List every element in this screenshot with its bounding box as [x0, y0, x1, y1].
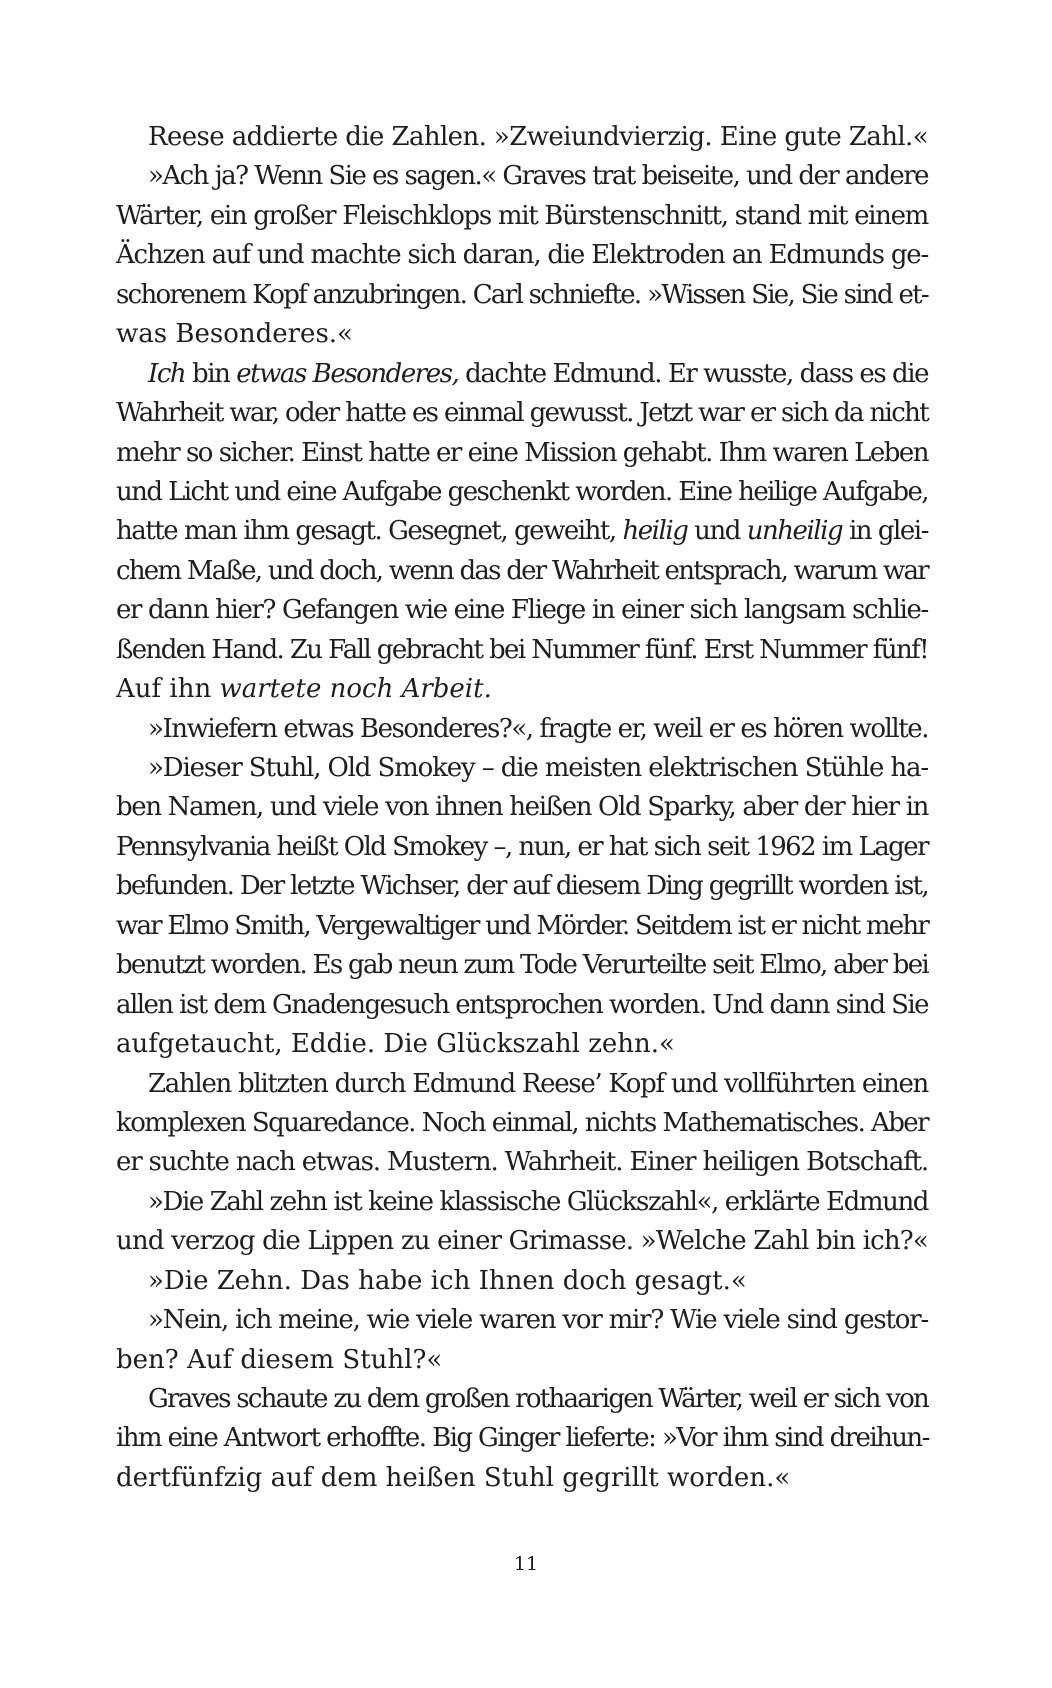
text-line: [116, 670, 928, 709]
text-line: [116, 157, 928, 196]
text-segment: Reese addierte die Zahlen. »Zweiundvierzig. Eine gute Zahl.«: [148, 122, 929, 152]
text-line: [116, 236, 928, 275]
text-segment: und verzog die Lippen zu einer Grimasse. »Welche Zahl bin ich?«: [116, 1226, 929, 1257]
text-line: [116, 1419, 928, 1458]
text-segment: dachte Edmund. Er wusste, dass es die: [458, 358, 929, 389]
text-line: [116, 1222, 928, 1261]
text-line: [116, 1262, 928, 1301]
text-segment: er dann hier? Gefangen wie eine Fliege in einer sich langsam schlie-: [116, 595, 928, 626]
text-line: [116, 434, 928, 473]
italic-text: Ich: [148, 358, 186, 389]
text-line: [116, 1104, 928, 1143]
text-segment: aufgetaucht, Eddie. Die Glückszahl zehn.«: [116, 1029, 675, 1060]
text-line: [116, 552, 928, 591]
text-line: [116, 867, 928, 906]
italic-text: unheilig: [746, 516, 843, 547]
text-line: [116, 1025, 928, 1064]
text-segment: er suchte nach etwas. Mustern. Wahrheit. Einer heiligen Botschaft.: [116, 1147, 928, 1178]
body-text: [116, 118, 928, 1498]
text-line: [116, 710, 928, 749]
text-segment: chem Maße, und doch, wenn das der Wahrheit entsprach, warum war: [116, 555, 928, 586]
text-segment: Zahlen blitzten durch Edmund Reese’ Kopf und vollführten einen: [148, 1068, 928, 1099]
text-segment: Auf ihn: [116, 674, 220, 705]
text-segment: komplexen Squaredance. Noch einmal, nichts Mathematisches. Aber: [116, 1107, 928, 1138]
italic-text: heilig: [622, 516, 688, 547]
text-segment: Ächzen auf und machte sich daran, die Elektroden an Edmunds ge-: [116, 240, 929, 271]
text-segment: was Besonderes.«: [116, 319, 353, 350]
text-segment: »Ach ja? Wenn Sie es sagen.« Graves trat beiseite, und der andere: [148, 161, 928, 192]
text-segment: und: [687, 516, 747, 547]
page-number: 11: [513, 1553, 539, 1575]
text-segment: Pennsylvania heißt Old Smokey –, nun, er hat sich seit 1962 im Lager: [116, 831, 928, 862]
text-segment: Graves schaute zu dem großen rothaarigen Wärter, weil er sich von: [148, 1384, 929, 1414]
text-segment: mehr so sicher. Einst hatte er eine Mission gehabt. Ihm waren Leben: [116, 437, 929, 468]
text-segment: ben Namen, und viele von ihnen heißen Old Sparky, aber der hier in: [116, 792, 929, 823]
text-segment: befunden. Der letzte Wichser, der auf diesem Ding gegrillt worden ist,: [116, 871, 929, 902]
text-segment: hatte man ihm gesagt. Gesegnet, geweiht,: [116, 516, 623, 547]
text-segment: »Dieser Stuhl, Old Smokey – die meisten elektrischen Stühle ha-: [148, 753, 928, 783]
text-line: [116, 355, 928, 394]
text-segment: Wärter, ein großer Fleischklops mit Bürstenschnitt, stand mit einem: [116, 200, 928, 231]
text-line: [116, 1183, 928, 1222]
text-segment: schorenem Kopf anzubringen. Carl schniefte. »Wissen Sie, Sie sind et-: [116, 279, 928, 310]
italic-text: etwas Besonderes,: [236, 358, 459, 389]
text-segment: »Nein, ich meine, wie viele waren vor mir? Wie viele sind gestor-: [148, 1305, 929, 1336]
text-segment: ben? Auf diesem Stuhl?«: [116, 1344, 443, 1375]
text-line: [116, 907, 928, 946]
text-segment: »Die Zahl zehn ist keine klassische Glückszahl«, erklärte Edmund: [148, 1186, 929, 1217]
text-line: [116, 394, 928, 433]
text-segment: ihm eine Antwort erhoffte. Big Ginger lieferte: »Vor ihm sind dreihun-: [116, 1423, 929, 1454]
text-line: [116, 1380, 928, 1419]
text-line: [116, 512, 928, 551]
text-line: [116, 1143, 928, 1182]
text-line: [116, 749, 928, 788]
text-segment: Wahrheit war, oder hatte es einmal gewusst. Jetzt war er sich da nicht: [116, 398, 928, 429]
text-segment: benutzt worden. Es gab neun zum Tode Verurteilte seit Elmo, aber bei: [116, 950, 928, 981]
text-line: [116, 788, 928, 827]
italic-text: wartete noch Arbeit.: [219, 674, 492, 705]
text-line: [116, 1065, 928, 1104]
text-segment: war Elmo Smith, Vergewaltiger und Mörder. Seitdem ist er nicht mehr: [116, 910, 928, 941]
text-line: [116, 276, 928, 315]
text-line: [116, 591, 928, 630]
text-segment: »Inwiefern etwas Besonderes?«, fragte er, weil er es hören wollte.: [148, 713, 929, 744]
text-line: [116, 986, 928, 1025]
text-line: [116, 315, 928, 354]
text-line: [116, 1459, 928, 1498]
text-segment: bin: [185, 358, 237, 389]
text-segment: und Licht und eine Aufgabe geschenkt worden. Eine heilige Aufgabe,: [116, 476, 928, 507]
text-line: [116, 828, 928, 867]
text-line: [116, 197, 928, 236]
text-line: [116, 1301, 928, 1340]
text-segment: allen ist dem Gnadengesuch entsprochen worden. Und dann sind Sie: [116, 989, 928, 1020]
text-segment: in glei-: [842, 516, 928, 547]
text-line: [116, 118, 928, 157]
text-segment: dertfünfzig auf dem heißen Stuhl gegrillt worden.«: [116, 1462, 791, 1493]
text-segment: ßenden Hand. Zu Fall gebracht bei Nummer fünf. Erst Nummer fünf!: [116, 634, 928, 665]
text-segment: »Die Zehn. Das habe ich Ihnen doch gesagt.«: [148, 1265, 747, 1296]
text-line: [116, 1341, 928, 1380]
text-line: [116, 473, 928, 512]
text-line: [116, 631, 928, 670]
text-line: [116, 946, 928, 985]
